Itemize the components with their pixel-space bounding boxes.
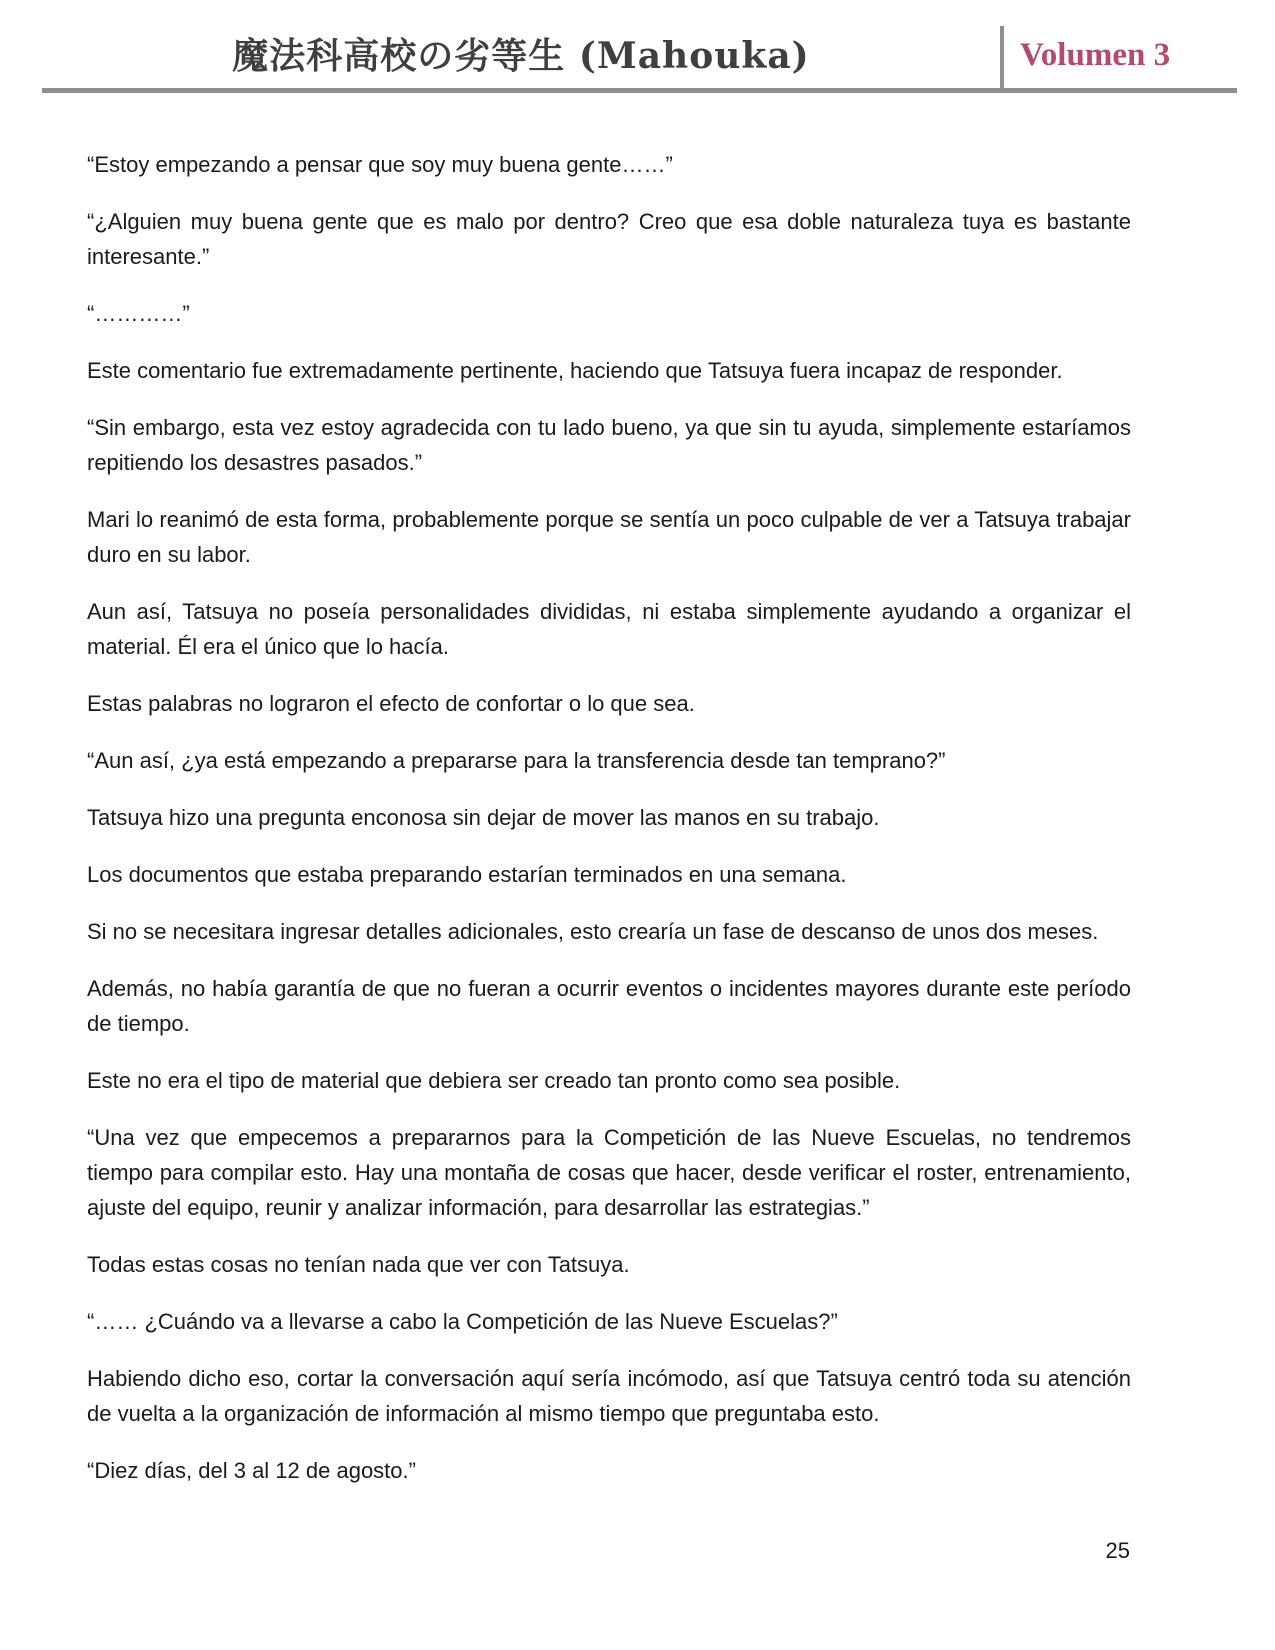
paragraph: Habiendo dicho eso, cortar la conversación aquí sería incómodo, así que Tatsuya centró toda su atención de vuelta a la organización de información al mismo tiempo que preguntaba esto.: [87, 1366, 1131, 1426]
page-header-title: 魔法科高校の劣等生 (Mahouka): [232, 35, 810, 77]
paragraph: “Una vez que empecemos a prepararnos para la Competición de las Nueve Escuelas, no tendremos tiempo para compilar esto. Hay una montaña de cosas que hacer, desde verificar el roster, entrenamiento, ajuste del equipo, reunir y analizar información, para desarrollar las estrategias.”: [87, 1125, 1131, 1220]
paragraph: Además, no había garantía de que no fueran a ocurrir eventos o incidentes mayores durante este período de tiempo.: [87, 976, 1131, 1036]
paragraph: Este no era el tipo de material que debiera ser creado tan pronto como sea posible.: [87, 1068, 901, 1093]
body-text: [87, 147, 1131, 1488]
paragraph: Aun así, Tatsuya no poseía personalidades divididas, ni estaba simplemente ayudando a organizar el material. Él era el único que lo hacía.: [87, 599, 1131, 659]
paragraph: “¿Alguien muy buena gente que es malo por dentro? Creo que esa doble naturaleza tuya es bastante interesante.”: [87, 209, 1131, 269]
paragraph: Todas estas cosas no tenían nada que ver con Tatsuya.: [87, 1252, 630, 1277]
paragraph: “Aun así, ¿ya está empezando a prepararse para la transferencia desde tan temprano?”: [87, 748, 946, 773]
header-divider: [42, 88, 1237, 93]
paragraph: Este comentario fue extremadamente pertinente, haciendo que Tatsuya fuera incapaz de responder.: [87, 358, 1063, 383]
paragraph: “…………”: [87, 301, 190, 326]
paragraph: Mari lo reanimó de esta forma, probablemente porque se sentía un poco culpable de ver a Tatsuya trabajar duro en su labor.: [87, 507, 1131, 567]
paragraph: Los documentos que estaba preparando estarían terminados en una semana.: [87, 862, 847, 887]
page-number: 25: [1105, 1538, 1130, 1563]
volume-label: Volumen 3: [1000, 26, 1240, 88]
paragraph: Estas palabras no lograron el efecto de confortar o lo que sea.: [87, 691, 695, 716]
paragraph: “Diez días, del 3 al 12 de agosto.”: [87, 1458, 416, 1483]
paragraph: “Estoy empezando a pensar que soy muy buena gente……”: [87, 152, 673, 177]
paragraph: “…… ¿Cuándo va a llevarse a cabo la Competición de las Nueve Escuelas?”: [87, 1309, 838, 1334]
paragraph: “Sin embargo, esta vez estoy agradecida con tu lado bueno, ya que sin tu ayuda, simplemente estaríamos repitiendo los desastres pasados.”: [87, 415, 1131, 475]
paragraph: Tatsuya hizo una pregunta enconosa sin dejar de mover las manos en su trabajo.: [87, 805, 880, 830]
paragraph: Si no se necesitara ingresar detalles adicionales, esto crearía un fase de descanso de unos dos meses.: [87, 919, 1099, 944]
